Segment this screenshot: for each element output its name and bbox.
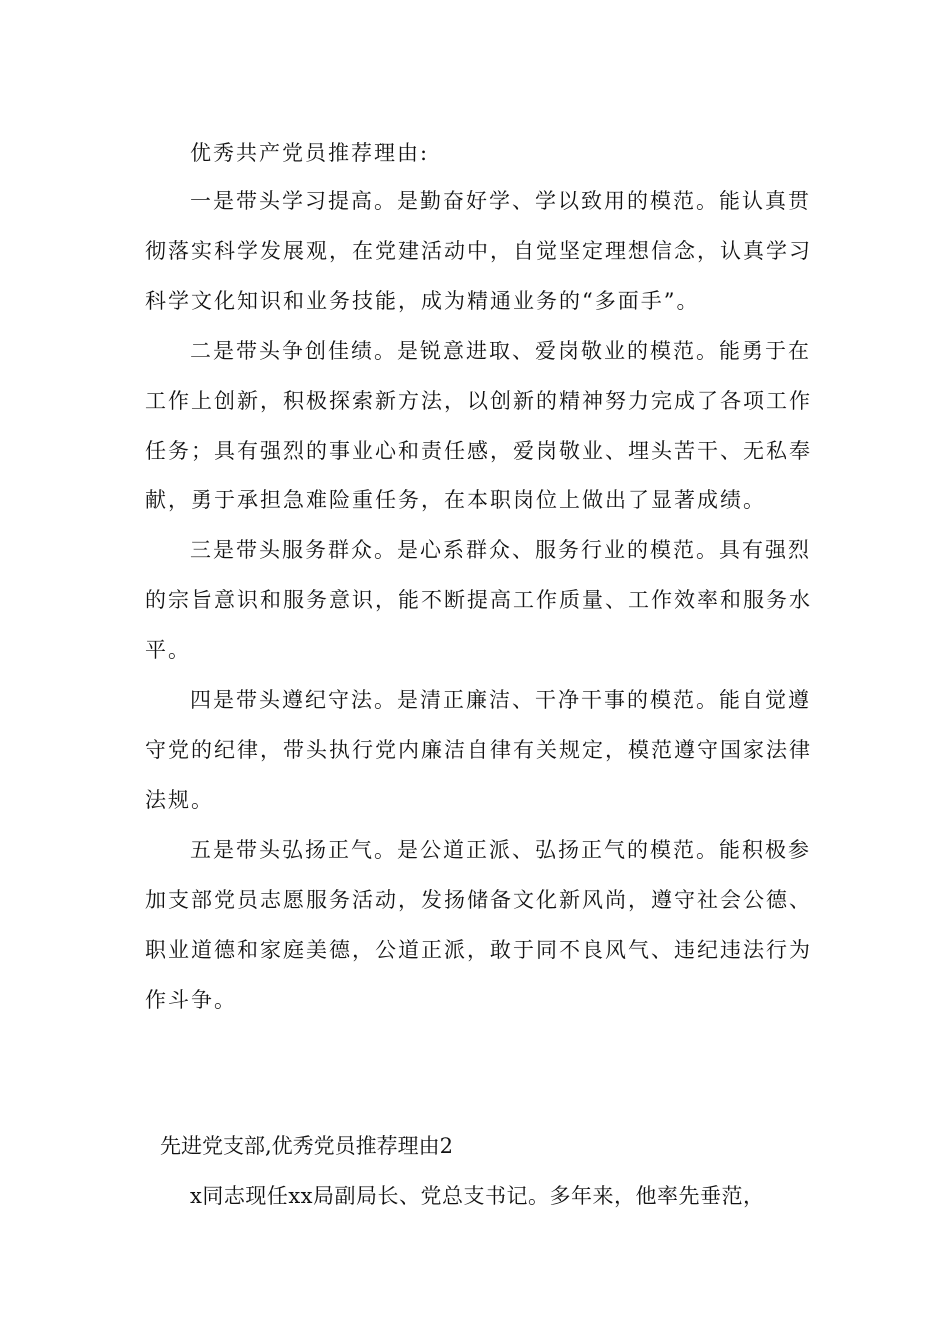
paragraph-4-line-1: 四是带头遵纪守法。是清正廉洁、干净干事的模范。能自觉遵 [190, 688, 811, 712]
paragraph-1-line-2: 彻落实科学发展观，在党建活动中，自觉坚定理想信念，认真学习 [145, 239, 812, 263]
paragraph-2-line-2: 工作上创新，积极探索新方法，以创新的精神努力完成了各项工作 [145, 389, 812, 413]
paragraph-2-line-3: 任务；具有强烈的事业心和责任感，爱岗敬业、埋头苦干、无私奉 [145, 439, 812, 463]
paragraph-5-line-2: 加支部党员志愿服务活动，发扬储备文化新风尚，遵守社会公德、 [145, 888, 812, 912]
paragraph-1-line-1: 一是带头学习提高。是勤奋好学、学以致用的模范。能认真贯 [190, 189, 811, 213]
paragraph-5-line-1: 五是带头弘扬正气。是公道正派、弘扬正气的模范。能积极参 [190, 838, 811, 862]
paragraph-5-line-4: 作斗争。 [145, 988, 237, 1012]
paragraph-4-line-3: 法规。 [145, 788, 214, 812]
section-2-heading: 先进党支部,优秀党员推荐理由2 [160, 1134, 454, 1158]
paragraph-3-line-2: 的宗旨意识和服务意识，能不断提高工作质量、工作效率和服务水 [145, 588, 812, 612]
paragraph-3-line-3: 平。 [145, 638, 191, 662]
paragraph-2-line-4: 献，勇于承担急难险重任务，在本职岗位上做出了显著成绩。 [145, 488, 766, 512]
paragraph-4-line-2: 守党的纪律，带头执行党内廉洁自律有关规定，模范遵守国家法律 [145, 738, 812, 762]
paragraph-3-line-1: 三是带头服务群众。是心系群众、服务行业的模范。具有强烈 [190, 538, 811, 562]
section-heading: 优秀共产党员推荐理由: [190, 141, 430, 165]
paragraph-2-line-1: 二是带头争创佳绩。是锐意进取、爱岗敬业的模范。能勇于在 [190, 339, 811, 363]
section-2-first-line: x同志现任xx局副局长、党总支书记。多年来，他率先垂范， [190, 1184, 765, 1208]
paragraph-1-line-3: 科学文化知识和业务技能，成为精通业务的“多面手”。 [145, 289, 700, 313]
paragraph-5-line-3: 职业道德和家庭美德，公道正派，敢于同不良风气、违纪违法行为 [145, 938, 812, 962]
